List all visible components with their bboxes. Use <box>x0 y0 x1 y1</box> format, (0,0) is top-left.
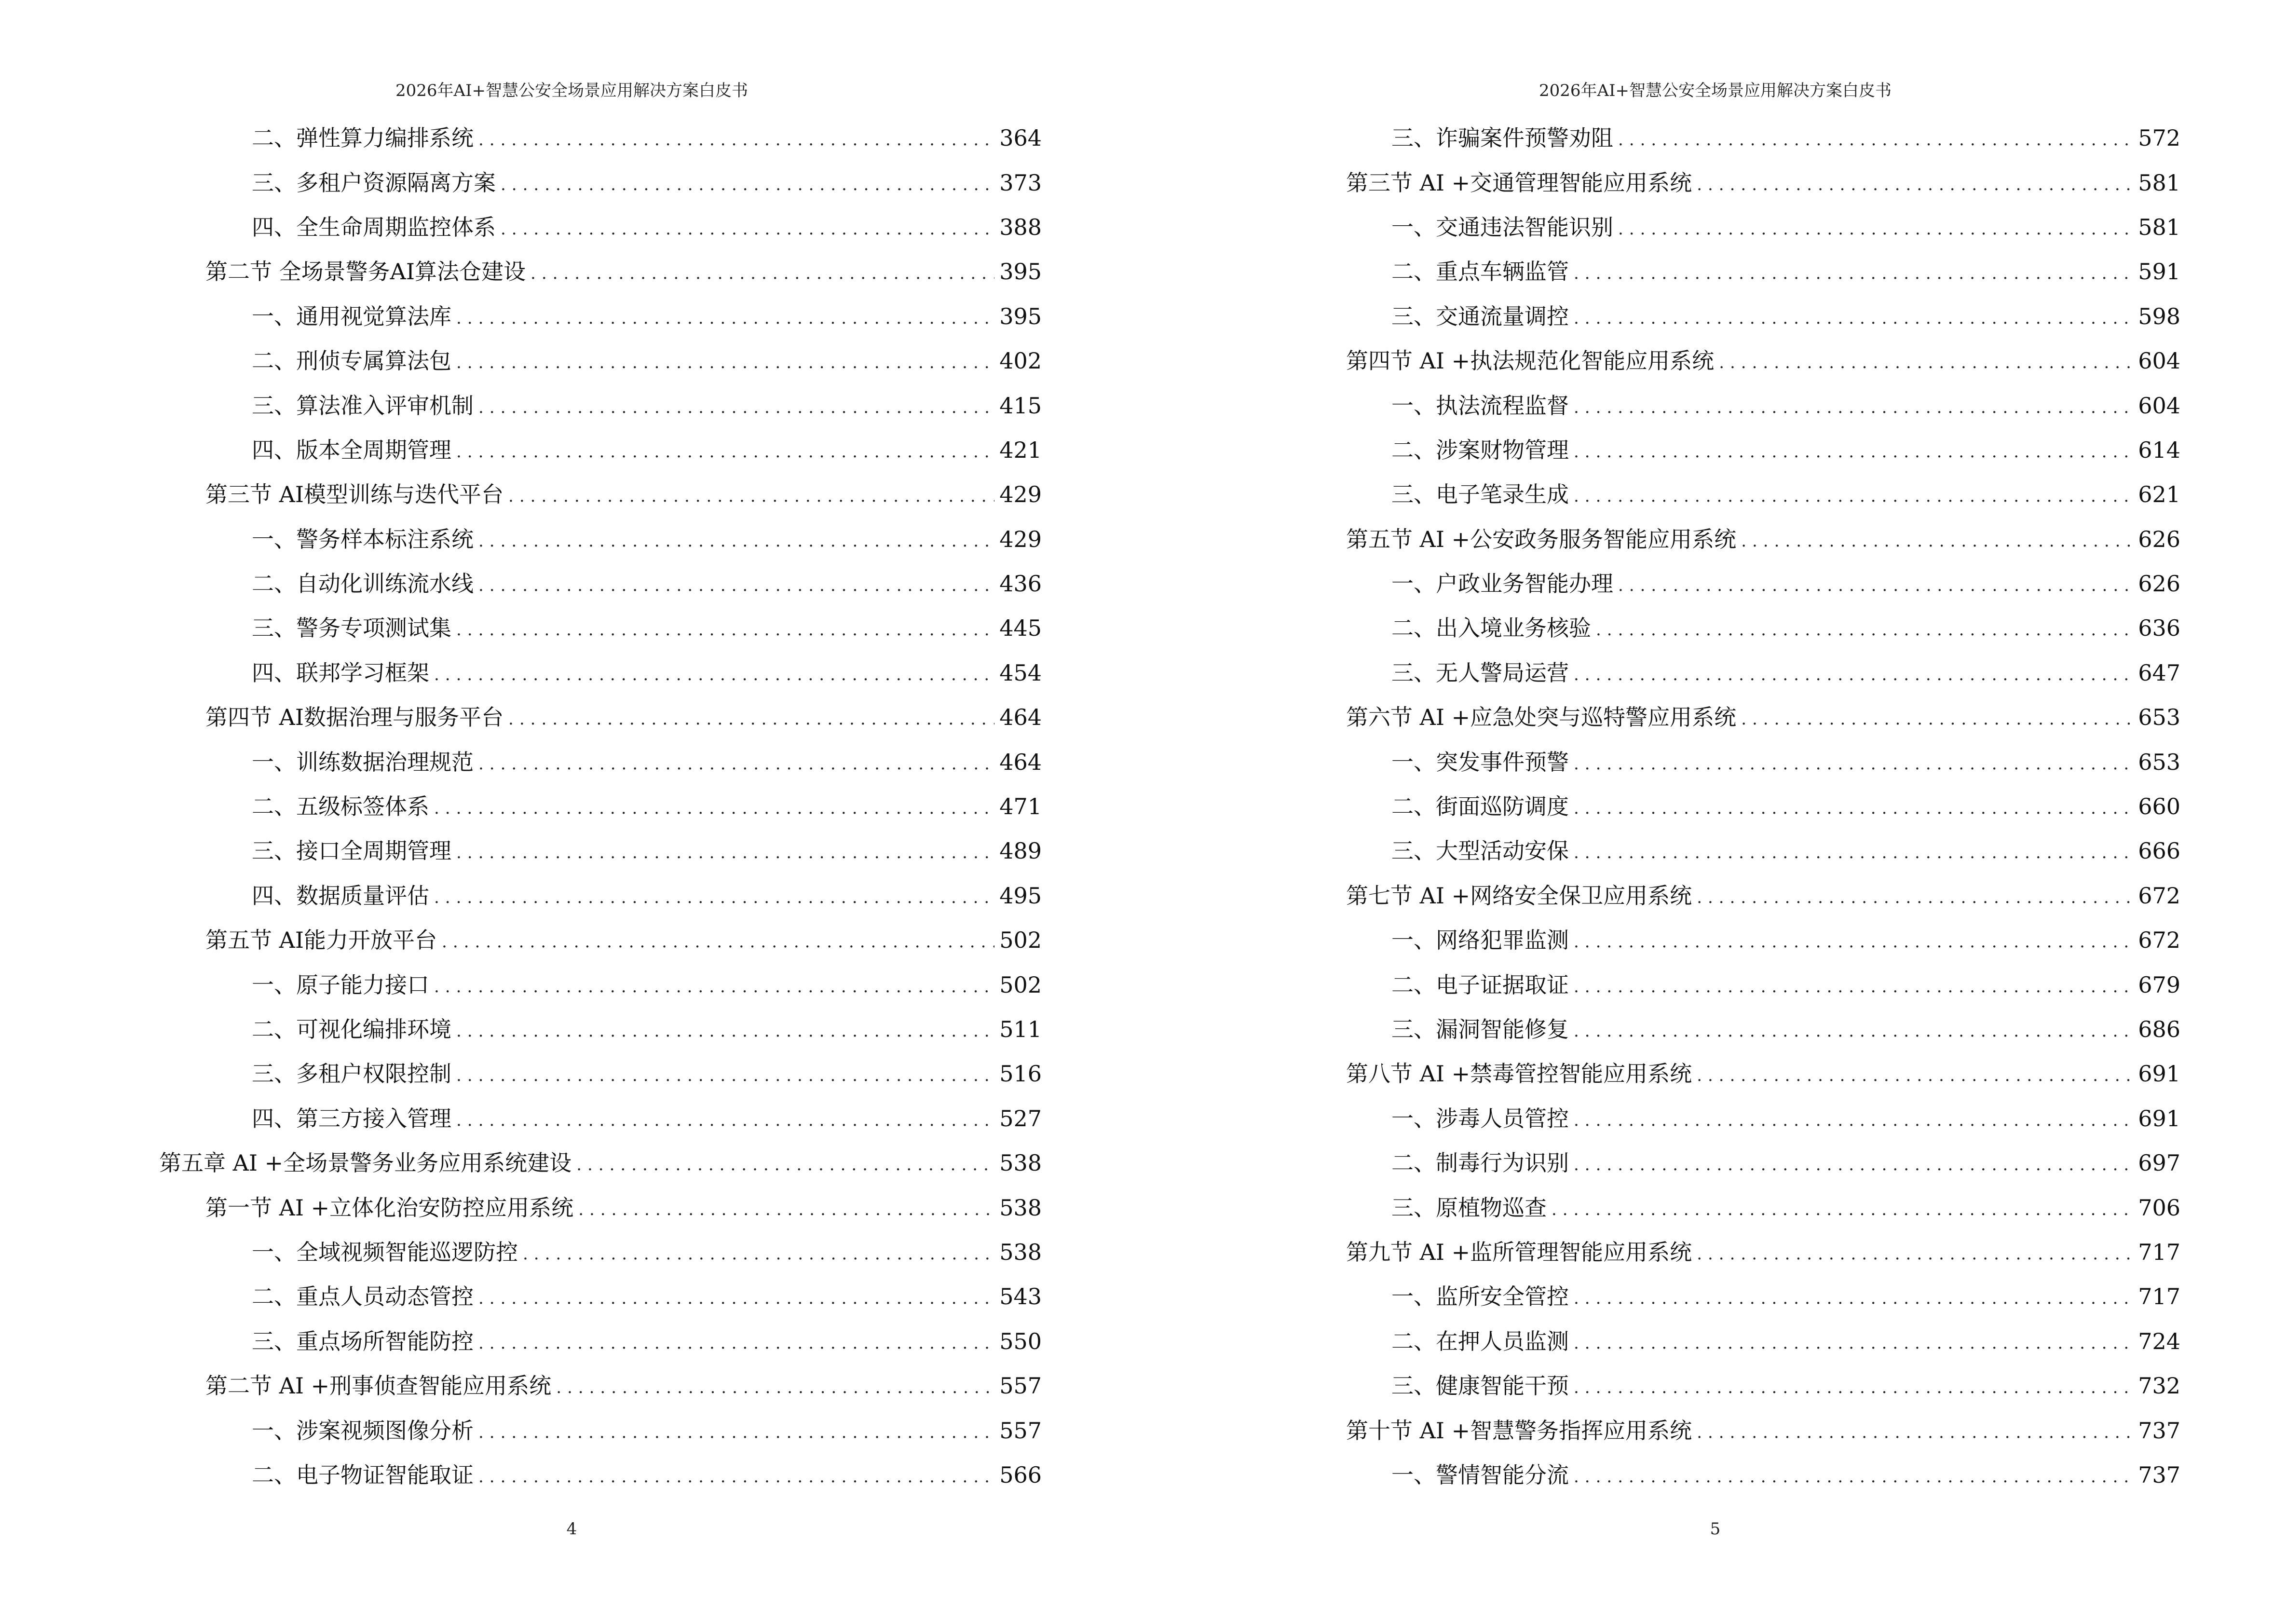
toc-entry-chapter[interactable] <box>159 1141 1042 1185</box>
toc-entry-page: 436 <box>999 571 1042 597</box>
dot-leader <box>523 1241 994 1263</box>
dot-leader <box>478 127 994 149</box>
toc-entry-title: 三、健康智能干预 <box>1391 1373 1569 1399</box>
toc-entry-item[interactable] <box>159 294 1042 339</box>
toc-entry-title: 二、重点车辆监管 <box>1391 259 1569 285</box>
dot-leader <box>1574 260 2133 283</box>
dot-leader <box>478 751 994 773</box>
toc-entry-item[interactable] <box>1346 651 2180 695</box>
toc-entry-page: 511 <box>999 1016 1042 1042</box>
dot-leader <box>1574 1152 2133 1174</box>
toc-entry-item[interactable] <box>159 517 1042 561</box>
toc-entry-item[interactable] <box>159 651 1042 695</box>
toc-entry-title: 四、联邦学习框架 <box>252 659 429 686</box>
toc-entry-section[interactable] <box>1346 517 2180 561</box>
toc-entry-item[interactable] <box>159 1096 1042 1141</box>
toc-entry-item[interactable] <box>1346 116 2180 160</box>
dot-leader <box>508 706 994 728</box>
toc-entry-title: 一、户政业务智能办理 <box>1391 571 1613 597</box>
toc-entry-item[interactable] <box>1346 561 2180 606</box>
toc-entry-item[interactable] <box>1346 606 2180 650</box>
toc-entry-item[interactable] <box>1346 383 2180 427</box>
toc-entry-section[interactable] <box>1346 1408 2180 1452</box>
dot-leader <box>456 305 994 328</box>
toc-entry-item[interactable] <box>159 205 1042 249</box>
toc-entry-page: 527 <box>999 1105 1042 1132</box>
toc-entry-page: 653 <box>2138 749 2180 775</box>
toc-entry-page: 672 <box>2138 882 2180 909</box>
toc-entry-page: 557 <box>999 1373 1042 1399</box>
toc-entry-page: 636 <box>2138 615 2180 641</box>
toc-entry-title: 第四节 AI数据治理与服务平台 <box>205 704 504 731</box>
dot-leader <box>1618 573 2133 595</box>
toc-entry-title: 二、自动化训练流水线 <box>252 571 474 597</box>
toc-entry-page: 445 <box>999 615 1042 641</box>
toc-entry-section[interactable] <box>159 1364 1042 1408</box>
toc-entry-page: 550 <box>999 1328 1042 1354</box>
toc-entry-page: 672 <box>2138 927 2180 954</box>
toc-entry-page: 489 <box>999 838 1042 864</box>
dot-leader <box>478 1330 994 1352</box>
toc-entry-page: 666 <box>2138 838 2180 864</box>
dot-leader <box>1596 617 2133 639</box>
toc-entry-item[interactable] <box>159 1274 1042 1319</box>
toc-entry-title: 第八节 AI +禁毒管控智能应用系统 <box>1346 1061 1692 1087</box>
toc-entry-page: 647 <box>2138 659 2180 686</box>
dot-leader <box>1697 1419 2133 1442</box>
toc-entry-page: 626 <box>2138 571 2180 597</box>
toc-entry-title: 一、全域视频智能巡逻防控 <box>252 1239 518 1265</box>
dot-leader <box>456 840 994 862</box>
toc-entry-page: 732 <box>2138 1373 2180 1399</box>
toc-entry-title: 第五节 AI +公安政务服务智能应用系统 <box>1346 526 1737 552</box>
dot-leader <box>1574 840 2133 862</box>
toc-entry-title: 第三节 AI模型训练与迭代平台 <box>205 481 504 508</box>
toc-entry-section[interactable] <box>1346 695 2180 739</box>
toc-entry-item[interactable] <box>159 1408 1042 1452</box>
toc-entry-page: 614 <box>2138 437 2180 463</box>
toc-entry-page: 691 <box>2138 1061 2180 1087</box>
toc-entry-title: 一、训练数据治理规范 <box>252 749 474 775</box>
toc-entry-title: 第三节 AI +交通管理智能应用系统 <box>1346 169 1692 196</box>
toc-entry-page: 395 <box>999 259 1042 285</box>
dot-leader <box>1574 483 2133 505</box>
toc-entry-title: 四、第三方接入管理 <box>252 1105 451 1132</box>
toc-entry-title: 一、涉毒人员管控 <box>1391 1105 1569 1132</box>
toc-entry-page: 626 <box>2138 526 2180 552</box>
toc-entry-title: 三、重点场所智能防控 <box>252 1328 474 1354</box>
dot-leader <box>1574 929 2133 951</box>
toc-entry-title: 第九节 AI +监所管理智能应用系统 <box>1346 1239 1692 1265</box>
toc-entry-title: 第五章 AI +全场景警务业务应用系统建设 <box>159 1150 572 1176</box>
toc-entry-section[interactable] <box>159 472 1042 517</box>
dot-leader <box>1741 528 2133 550</box>
dot-leader <box>1574 1285 2133 1308</box>
toc-entry-page: 717 <box>2138 1283 2180 1310</box>
toc-entry-section[interactable] <box>159 695 1042 739</box>
dot-leader <box>434 974 994 996</box>
toc-entry-item[interactable] <box>159 873 1042 918</box>
toc-entry-page: 543 <box>999 1283 1042 1310</box>
toc-entry-title: 三、算法准入评审机制 <box>252 392 474 419</box>
toc-entry-page: 724 <box>2138 1328 2180 1354</box>
toc-entry-title: 三、无人警局运营 <box>1391 659 1569 686</box>
toc-entry-page: 538 <box>999 1150 1042 1176</box>
toc-entry-title: 第二节 AI +刑事侦查智能应用系统 <box>205 1373 552 1399</box>
toc-entry-page: 373 <box>999 169 1042 196</box>
toc-entry-page: 402 <box>999 348 1042 374</box>
toc-entry-title: 一、通用视觉算法库 <box>252 303 451 329</box>
dot-leader <box>531 260 994 283</box>
toc-entry-title: 四、版本全周期管理 <box>252 437 451 463</box>
dot-leader <box>1574 1375 2133 1397</box>
toc-entry-page: 686 <box>2138 1016 2180 1042</box>
toc-entry-section[interactable] <box>159 1185 1042 1229</box>
toc-entry-page: 598 <box>2138 303 2180 329</box>
toc-entry-title: 二、电子物证智能取证 <box>252 1461 474 1488</box>
toc-entry-item[interactable] <box>1346 962 2180 1007</box>
toc-entry-section[interactable] <box>1346 873 2180 918</box>
dot-leader <box>1552 1197 2133 1219</box>
dot-leader <box>434 885 994 907</box>
toc-entry-title: 三、诈骗案件预警劝阻 <box>1391 125 1613 151</box>
dot-leader <box>1574 439 2133 461</box>
toc-entry-item[interactable] <box>159 339 1042 383</box>
toc-entry-title: 一、监所安全管控 <box>1391 1283 1569 1310</box>
toc-entry-page: 581 <box>2138 214 2180 240</box>
toc-entry-item[interactable] <box>159 739 1042 784</box>
toc-entry-page: 621 <box>2138 481 2180 508</box>
dot-leader <box>1574 1107 2133 1130</box>
dot-leader <box>1741 706 2133 728</box>
dot-leader <box>456 1107 994 1130</box>
dot-leader <box>1697 1241 2133 1263</box>
toc-entry-page: 697 <box>2138 1150 2180 1176</box>
toc-entry-item[interactable] <box>159 606 1042 650</box>
toc-entry-page: 502 <box>999 927 1042 954</box>
dot-leader <box>556 1375 994 1397</box>
dot-leader <box>478 528 994 550</box>
toc-entry-page: 495 <box>999 882 1042 909</box>
toc-entry-page: 679 <box>2138 971 2180 998</box>
toc-entry-item[interactable] <box>159 1453 1042 1497</box>
dot-leader <box>1574 974 2133 996</box>
toc-entry-section[interactable] <box>1346 339 2180 383</box>
toc-entry-page: 429 <box>999 526 1042 552</box>
toc-entry-title: 一、警务样本标注系统 <box>252 526 474 552</box>
toc-entry-title: 三、警务专项测试集 <box>252 615 451 641</box>
toc-entry-item[interactable] <box>1346 1274 2180 1319</box>
toc-entry-page: 538 <box>999 1194 1042 1221</box>
toc-entry-page: 516 <box>999 1061 1042 1087</box>
toc-entry-title: 一、警情智能分流 <box>1391 1461 1569 1488</box>
dot-leader <box>456 1018 994 1040</box>
toc-entry-title: 三、多租户权限控制 <box>252 1061 451 1087</box>
dot-leader <box>434 795 994 818</box>
dot-leader <box>1697 885 2133 907</box>
page-number: 4 <box>566 1519 577 1539</box>
toc-entry-title: 二、重点人员动态管控 <box>252 1283 474 1310</box>
toc-entry-item[interactable] <box>1346 784 2180 829</box>
toc-entry-title: 一、突发事件预警 <box>1391 749 1569 775</box>
toc-entry-item[interactable] <box>1346 1319 2180 1364</box>
dot-leader <box>456 439 994 461</box>
toc-entry-item[interactable] <box>159 1319 1042 1364</box>
dot-leader <box>442 929 994 951</box>
toc-entry-page: 471 <box>999 793 1042 820</box>
toc-entry-page: 591 <box>2138 259 2180 285</box>
toc-entry-title: 第二节 全场景警务AI算法仓建设 <box>205 259 526 285</box>
toc-entry-item[interactable] <box>159 116 1042 160</box>
toc-entry-title: 一、网络犯罪监测 <box>1391 927 1569 954</box>
dot-leader <box>478 1419 994 1442</box>
toc-entry-item[interactable] <box>159 829 1042 873</box>
toc-entry-page: 395 <box>999 303 1042 329</box>
page-number: 5 <box>1710 1519 1721 1539</box>
toc-entry-section[interactable] <box>1346 1230 2180 1274</box>
toc-entry-title: 第七节 AI +网络安全保卫应用系统 <box>1346 882 1692 909</box>
toc-entry-page: 429 <box>999 481 1042 508</box>
toc-entry-page: 421 <box>999 437 1042 463</box>
dot-leader <box>456 1063 994 1085</box>
toc-entry-title: 一、执法流程监督 <box>1391 392 1569 419</box>
toc-entry-page: 604 <box>2138 392 2180 419</box>
toc-entry-title: 一、涉案视频图像分析 <box>252 1417 474 1444</box>
dot-leader <box>478 1285 994 1308</box>
toc-entry-section[interactable] <box>159 249 1042 294</box>
toc-entry-title: 二、制毒行为识别 <box>1391 1150 1569 1176</box>
dot-leader <box>576 1152 994 1174</box>
toc-entry-title: 第十节 AI +智慧警务指挥应用系统 <box>1346 1417 1692 1444</box>
toc-entry-item[interactable] <box>159 160 1042 205</box>
toc-entry-title: 二、街面巡防调度 <box>1391 793 1569 820</box>
toc-entry-title: 三、电子笔录生成 <box>1391 481 1569 508</box>
toc-entry-item[interactable] <box>1346 249 2180 294</box>
dot-leader <box>1719 350 2133 372</box>
toc-entry-title: 二、可视化编排环境 <box>252 1016 451 1042</box>
toc-entry-section[interactable] <box>159 918 1042 962</box>
toc-entry-title: 第四节 AI +执法规范化智能应用系统 <box>1346 348 1715 374</box>
toc-entry-page: 388 <box>999 214 1042 240</box>
toc-entry-title: 三、漏洞智能修复 <box>1391 1016 1569 1042</box>
toc-entry-page: 464 <box>999 749 1042 775</box>
toc-entry-page: 454 <box>999 659 1042 686</box>
toc-entry-title: 三、大型活动安保 <box>1391 838 1569 864</box>
toc-entry-section[interactable] <box>1346 160 2180 205</box>
toc-entry-title: 二、电子证据取证 <box>1391 971 1569 998</box>
toc-entry-item[interactable] <box>159 383 1042 427</box>
toc-entry-item[interactable] <box>159 1230 1042 1274</box>
dot-leader <box>434 662 994 684</box>
dot-leader <box>1697 172 2133 194</box>
toc-entry-page: 566 <box>999 1461 1042 1488</box>
toc-entry-item[interactable] <box>1346 1453 2180 1497</box>
toc-entry-page: 364 <box>999 125 1042 151</box>
toc-list <box>159 116 1042 1497</box>
dot-leader <box>578 1197 994 1219</box>
toc-entry-page: 691 <box>2138 1105 2180 1132</box>
toc-entry-title: 三、接口全周期管理 <box>252 838 451 864</box>
toc-entry-item[interactable] <box>1346 739 2180 784</box>
dot-leader <box>1574 395 2133 417</box>
toc-entry-item[interactable] <box>1346 294 2180 339</box>
toc-entry-page: 464 <box>999 704 1042 731</box>
toc-entry-item[interactable] <box>159 962 1042 1007</box>
toc-entry-title: 三、交通流量调控 <box>1391 303 1569 329</box>
toc-entry-title: 二、涉案财物管理 <box>1391 437 1569 463</box>
toc-entry-title: 一、原子能力接口 <box>252 971 429 998</box>
dot-leader <box>501 172 994 194</box>
dot-leader <box>1618 127 2133 149</box>
toc-entry-item[interactable] <box>1346 428 2180 472</box>
running-header: 2026年AI+智慧公安全场景应用解决方案白皮书 <box>1539 81 1892 100</box>
toc-entry-title: 二、弹性算力编排系统 <box>252 125 474 151</box>
toc-entry-item[interactable] <box>1346 1007 2180 1051</box>
toc-entry-title: 第六节 AI +应急处突与巡特警应用系统 <box>1346 704 1737 731</box>
toc-entry-item[interactable] <box>1346 1141 2180 1185</box>
toc-entry-page: 502 <box>999 971 1042 998</box>
toc-entry-title: 三、多租户资源隔离方案 <box>252 169 496 196</box>
dot-leader <box>478 1464 994 1486</box>
toc-entry-page: 415 <box>999 392 1042 419</box>
dot-leader <box>1574 1018 2133 1040</box>
toc-entry-title: 二、出入境业务核验 <box>1391 615 1591 641</box>
toc-entry-item[interactable] <box>159 784 1042 829</box>
toc-entry-page: 572 <box>2138 125 2180 151</box>
dot-leader <box>1618 216 2133 238</box>
dot-leader <box>1574 1464 2133 1486</box>
dot-leader <box>478 395 994 417</box>
dot-leader <box>508 483 994 505</box>
toc-entry-item[interactable] <box>159 1007 1042 1051</box>
toc-entry-title: 四、数据质量评估 <box>252 882 429 909</box>
dot-leader <box>456 617 994 639</box>
toc-entry-title: 四、全生命周期监控体系 <box>252 214 496 240</box>
dot-leader <box>1697 1063 2133 1085</box>
dot-leader <box>1574 305 2133 328</box>
toc-entry-item[interactable] <box>1346 829 2180 873</box>
toc-entry-page: 581 <box>2138 169 2180 196</box>
toc-entry-page: 717 <box>2138 1239 2180 1265</box>
toc-entry-title: 三、原植物巡查 <box>1391 1194 1547 1221</box>
running-header: 2026年AI+智慧公安全场景应用解决方案白皮书 <box>395 81 748 100</box>
dot-leader <box>1574 795 2133 818</box>
toc-entry-page: 653 <box>2138 704 2180 731</box>
toc-list <box>1346 116 2180 1497</box>
toc-entry-title: 第五节 AI能力开放平台 <box>205 927 437 954</box>
toc-entry-item[interactable] <box>159 428 1042 472</box>
toc-entry-page: 604 <box>2138 348 2180 374</box>
toc-entry-page: 706 <box>2138 1194 2180 1221</box>
toc-page-right <box>1144 0 2287 1624</box>
toc-entry-title: 二、刑侦专属算法包 <box>252 348 451 374</box>
toc-entry-item[interactable] <box>1346 1364 2180 1408</box>
toc-entry-item[interactable] <box>1346 918 2180 962</box>
toc-entry-page: 660 <box>2138 793 2180 820</box>
toc-entry-item[interactable] <box>159 1051 1042 1096</box>
toc-entry-title: 第一节 AI +立体化治安防控应用系统 <box>205 1194 574 1221</box>
toc-entry-page: 737 <box>2138 1461 2180 1488</box>
toc-entry-item[interactable] <box>1346 205 2180 249</box>
toc-entry-title: 二、五级标签体系 <box>252 793 429 820</box>
toc-entry-item[interactable] <box>1346 1185 2180 1229</box>
dot-leader <box>1574 751 2133 773</box>
dot-leader <box>456 350 994 372</box>
toc-entry-title: 一、交通违法智能识别 <box>1391 214 1613 240</box>
toc-entry-item[interactable] <box>159 561 1042 606</box>
dot-leader <box>1574 662 2133 684</box>
dot-leader <box>501 216 994 238</box>
toc-entry-section[interactable] <box>1346 1051 2180 1096</box>
toc-entry-item[interactable] <box>1346 472 2180 517</box>
toc-entry-page: 737 <box>2138 1417 2180 1444</box>
toc-entry-page: 538 <box>999 1239 1042 1265</box>
toc-entry-title: 二、在押人员监测 <box>1391 1328 1569 1354</box>
dot-leader <box>478 573 994 595</box>
dot-leader <box>1574 1330 2133 1352</box>
toc-entry-page: 557 <box>999 1417 1042 1444</box>
toc-entry-item[interactable] <box>1346 1096 2180 1141</box>
